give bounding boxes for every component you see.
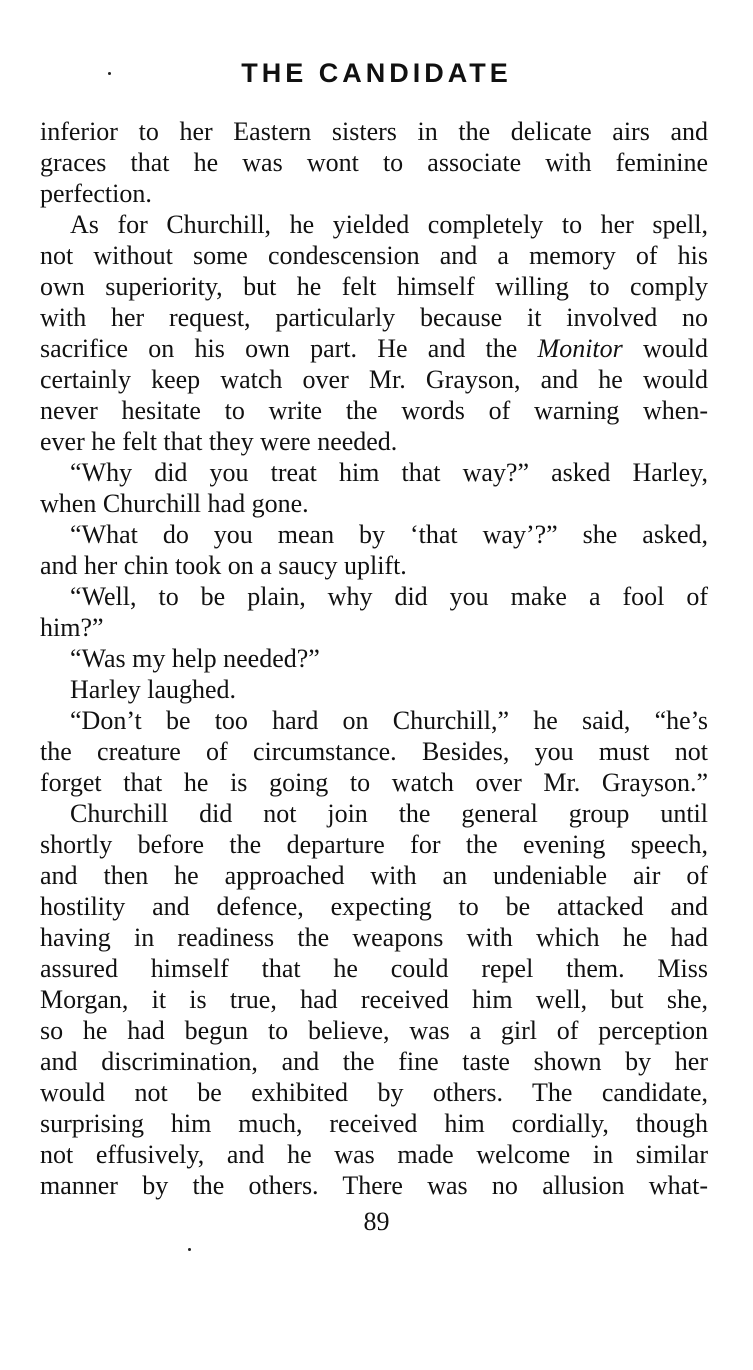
text-line: him?” — [40, 613, 104, 642]
text-line: perfection. — [40, 179, 152, 208]
text-line: inferior to her Eastern sisters in the delicate airs and — [40, 117, 708, 146]
text-line: ever he felt that they were needed. — [40, 427, 398, 456]
text-line: assured himself that he could repel them. Miss — [40, 954, 708, 983]
text-line: “What do you mean by ‘that way’?” she asked, — [70, 520, 708, 549]
text-line: when Churchill had gone. — [40, 489, 309, 518]
text-line: “Why did you treat him that way?” asked Harley, — [70, 458, 708, 487]
italic-title: Monitor — [537, 334, 623, 363]
text-line: having in readiness the weapons with which he had — [40, 923, 708, 952]
text-line: shortly before the departure for the evening speech, — [40, 830, 708, 859]
text-line: Churchill did not join the general group until — [70, 799, 708, 828]
text-line: would not be exhibited by others. The candidate, — [40, 1078, 708, 1107]
text-line: certainly keep watch over Mr. Grayson, and he would — [40, 365, 708, 394]
text-line: forget that he is going to watch over Mr. Grayson.” — [40, 768, 708, 797]
text-line: graces that he was wont to associate with feminine — [40, 148, 708, 177]
text-line: “Well, to be plain, why did you make a fool of — [70, 582, 708, 611]
running-head: THE CANDIDATE — [241, 58, 512, 88]
text-line: and discrimination, and the fine taste shown by her — [40, 1047, 708, 1076]
text-line: the creature of circumstance. Besides, you must not — [40, 737, 708, 766]
text-line: not without some condescension and a memory of his — [40, 241, 708, 270]
text-line: Morgan, it is true, had received him well, but she, — [40, 985, 708, 1014]
text-line: and her chin took on a saucy uplift. — [40, 551, 407, 580]
page-number: 89 — [363, 1207, 390, 1236]
text-line: never hesitate to write the words of warning when- — [40, 396, 708, 425]
body-text — [40, 116, 708, 1201]
text-line: so he had begun to believe, was a girl of perception — [40, 1016, 708, 1045]
text-line: not effusively, and he was made welcome in similar — [40, 1140, 708, 1169]
text-line: hostility and defence, expecting to be attacked and — [40, 892, 708, 921]
text-line: “Was my help needed?” — [70, 644, 320, 673]
text-line: own superiority, but he felt himself willing to comply — [40, 272, 708, 301]
text-line: and then he approached with an undeniable air of — [40, 861, 708, 890]
text-line: sacrifice on his own part. He and the Monitor would — [40, 334, 709, 363]
text-line: manner by the others. There was no allusion what- — [40, 1171, 708, 1200]
text-line: Harley laughed. — [70, 675, 237, 704]
text-line: As for Churchill, he yielded completely to her spell, — [70, 210, 708, 239]
text-line: with her request, particularly because it involved no — [40, 303, 708, 332]
text-line: surprising him much, received him cordially, though — [40, 1109, 708, 1138]
print-speck — [188, 1248, 191, 1251]
text-line: “Don’t be too hard on Churchill,” he said, “he’s — [70, 706, 708, 735]
